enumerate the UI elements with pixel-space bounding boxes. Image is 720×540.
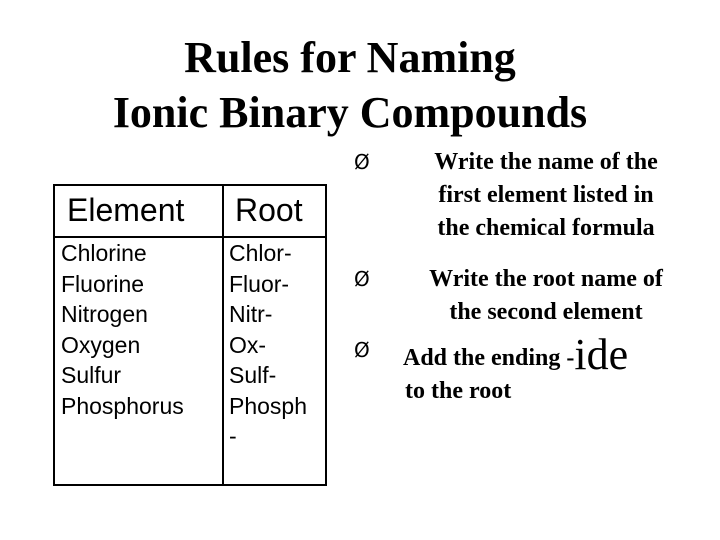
- rule-text: [401, 330, 693, 408]
- title-line-1: Rules for Naming: [184, 33, 516, 82]
- rule-1-line-3: the chemical formula: [437, 215, 655, 241]
- rule-2-line-1: Write the root name of: [429, 266, 663, 292]
- element-cell: Sulfur: [61, 362, 122, 388]
- rule-item-1: [354, 146, 691, 245]
- rule-1-line-1: Write the name of the: [434, 149, 658, 175]
- element-cell: Oxygen: [61, 331, 141, 358]
- slide-title: [0, 30, 700, 140]
- element-cell: Nitrogen: [61, 301, 148, 327]
- root-column: [229, 238, 307, 452]
- arrow-bullet-icon: Ø: [354, 150, 370, 174]
- rule-3-line-2: to the root: [405, 378, 512, 404]
- root-column-header: Root: [235, 192, 303, 228]
- element-column: [61, 238, 184, 421]
- rule-text: [401, 146, 691, 245]
- rule-2-line-2: the second element: [449, 299, 643, 325]
- element-column-header: Element: [67, 192, 185, 228]
- element-root-table: [53, 184, 327, 486]
- root-cell: Phosph: [229, 392, 308, 419]
- rule-3-prefix: Add the ending -: [403, 345, 575, 371]
- element-cell: Phosphorus: [61, 392, 184, 419]
- root-cell: Fluor-: [229, 270, 290, 297]
- arrow-bullet-icon: Ø: [354, 338, 370, 362]
- rule-item-2: [354, 263, 691, 329]
- element-cell: Chlorine: [61, 240, 147, 266]
- rule-item-3: [354, 330, 693, 408]
- title-line-2: Ionic Binary Compounds: [112, 88, 588, 137]
- arrow-bullet-icon: Ø: [354, 267, 370, 291]
- column-divider: [222, 186, 224, 484]
- root-cell: -: [229, 423, 237, 449]
- ide-suffix: ide: [574, 330, 629, 379]
- root-cell: Chlor-: [229, 240, 292, 266]
- root-cell: Nitr-: [229, 301, 273, 327]
- rule-text: [401, 263, 691, 329]
- root-cell: Sulf-: [229, 362, 277, 388]
- element-cell: Fluorine: [61, 270, 145, 297]
- root-cell: Ox-: [229, 331, 267, 358]
- rule-1-line-2: first element listed in: [438, 182, 654, 208]
